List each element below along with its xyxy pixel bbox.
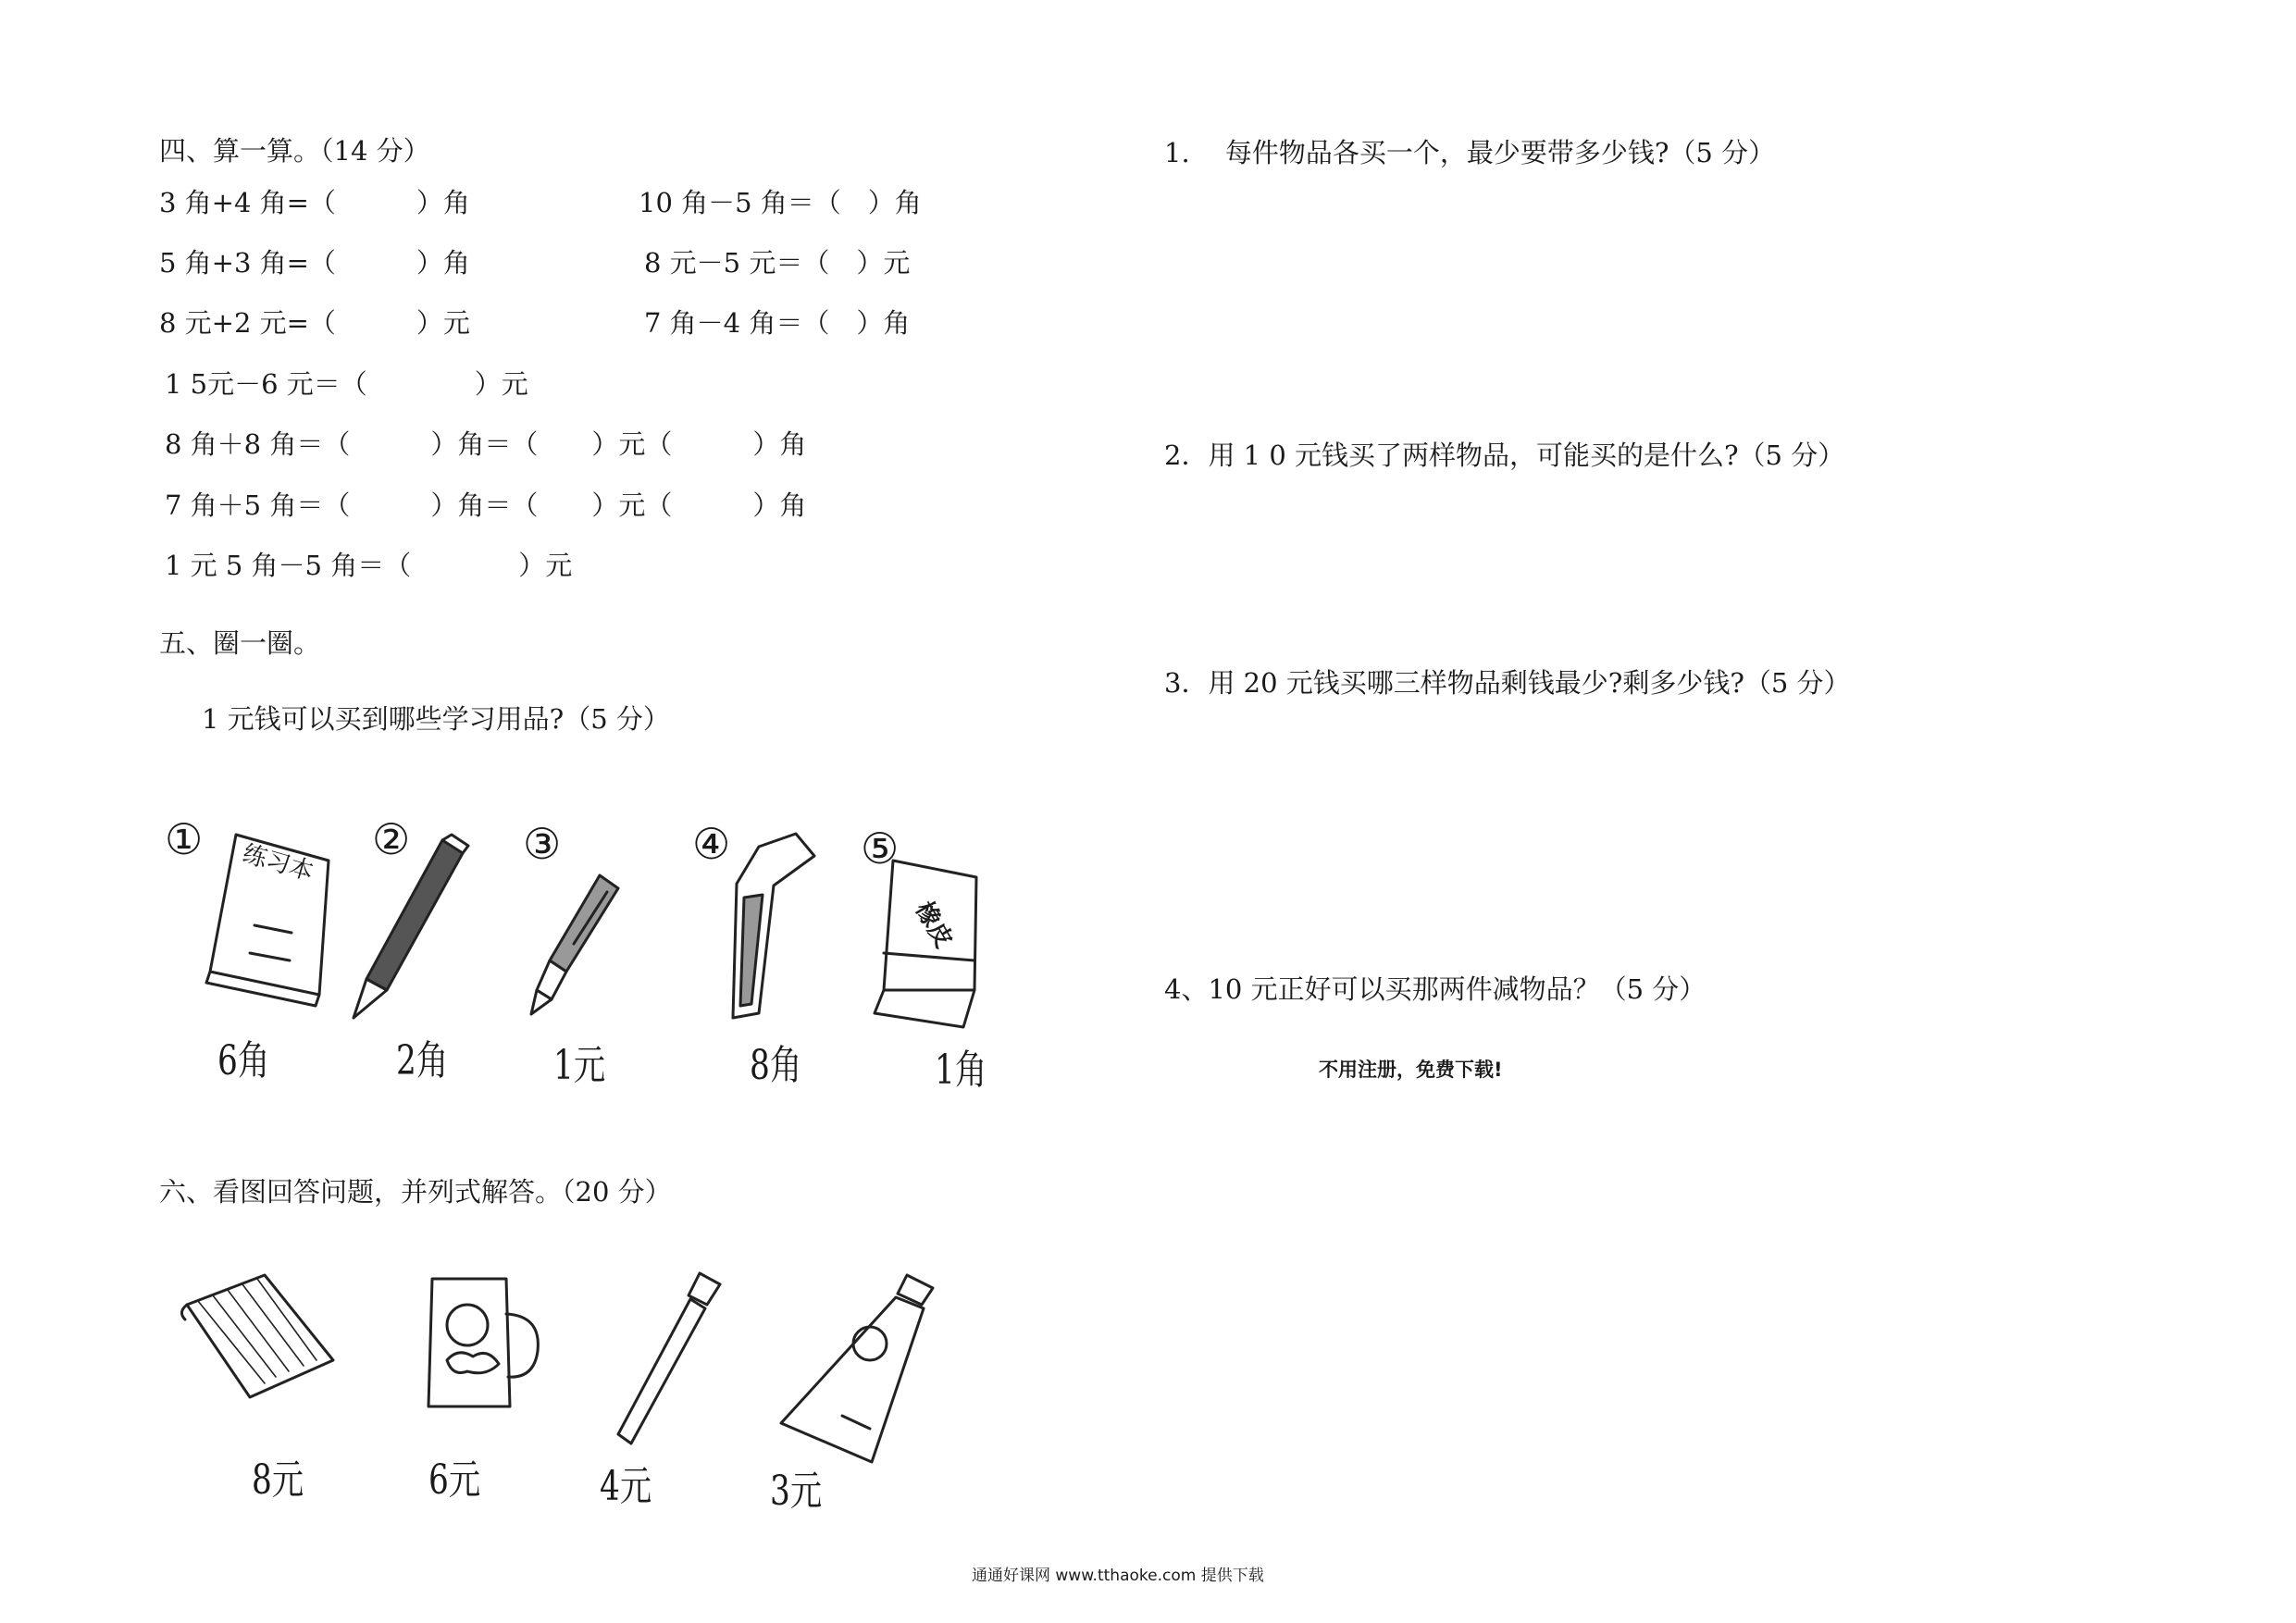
item-price-5: 1角 xyxy=(935,1047,987,1094)
item-number-3: ③ xyxy=(523,819,562,869)
equation-7: 1 5元－6 元＝（ ）元 xyxy=(165,368,528,400)
equation-10: 1 元 5 角－5 角＝（ ）元 xyxy=(165,550,573,581)
section4-heading: 四、算一算。（14 分） xyxy=(159,135,430,167)
s6-price-3: 4元 xyxy=(600,1463,652,1510)
equation-3: 5 角+3 角=（ ）角 xyxy=(159,247,470,279)
s6-price-1: 8元 xyxy=(252,1456,304,1504)
equation-5: 8 元+2 元=（ ）元 xyxy=(159,307,470,339)
ruler-icon xyxy=(703,828,833,1032)
notebook-label: 练习本 xyxy=(239,839,316,887)
section6-heading: 六、看图回答问题，并列式解答。（20 分） xyxy=(159,1176,672,1208)
equation-8: 8 角＋8 角＝（ ）角＝（ ）元（ ）角 xyxy=(165,428,807,460)
equation-4: 8 元－5 元＝（ ）元 xyxy=(644,247,911,279)
question-4: 4、10 元正好可以买那两件减物品？（5 分） xyxy=(1164,973,1706,1005)
equation-9: 7 角＋5 角＝（ ）角＝（ ）元（ ）角 xyxy=(165,489,807,521)
item-number-4: ④ xyxy=(692,819,731,869)
equation-6: 7 角－4 角＝（ ）角 xyxy=(644,307,911,339)
section5-heading: 五、圈一圈。 xyxy=(159,627,321,659)
section5-question: 1 元钱可以买到哪些学习用品?（5 分） xyxy=(202,703,670,735)
pencil-icon xyxy=(342,833,472,1027)
s6-price-2: 6元 xyxy=(428,1456,481,1504)
question-3: 3．用 20 元钱买哪三样物品剩钱最少?剩多少钱?（5 分） xyxy=(1164,667,1851,699)
footer-credit: 通通好课网 www.tthaoke.com 提供下载 xyxy=(972,1567,1264,1585)
item-number-1: ① xyxy=(165,814,204,864)
toothpaste-icon xyxy=(768,1268,953,1471)
toothbrush-icon xyxy=(611,1268,731,1453)
item-price-2: 2角 xyxy=(396,1037,449,1084)
item-number-5: ⑤ xyxy=(861,824,900,873)
item-price-1: 6角 xyxy=(217,1037,270,1084)
equation-1: 3 角+4 角=（ ）角 xyxy=(159,187,470,218)
question-2: 2．用 1 0 元钱买了两样物品，可能买的是什么?（5 分） xyxy=(1164,440,1845,471)
item-price-3: 1元 xyxy=(553,1042,606,1089)
eraser-label: 橡皮 xyxy=(909,897,958,953)
equation-2: 10 角－5 角＝（ ）角 xyxy=(639,187,922,218)
cup-icon xyxy=(421,1268,551,1416)
s6-price-4: 3元 xyxy=(770,1468,823,1515)
question-1: 1. 每件物品各买一个，最少要带多少钱?（5 分） xyxy=(1164,137,1776,168)
pen-icon xyxy=(518,870,629,1018)
item-number-2: ② xyxy=(372,814,411,864)
item-price-4: 8角 xyxy=(750,1042,802,1089)
towel-icon xyxy=(176,1268,342,1406)
download-note: 不用注册，免费下载! xyxy=(1319,1059,1503,1081)
